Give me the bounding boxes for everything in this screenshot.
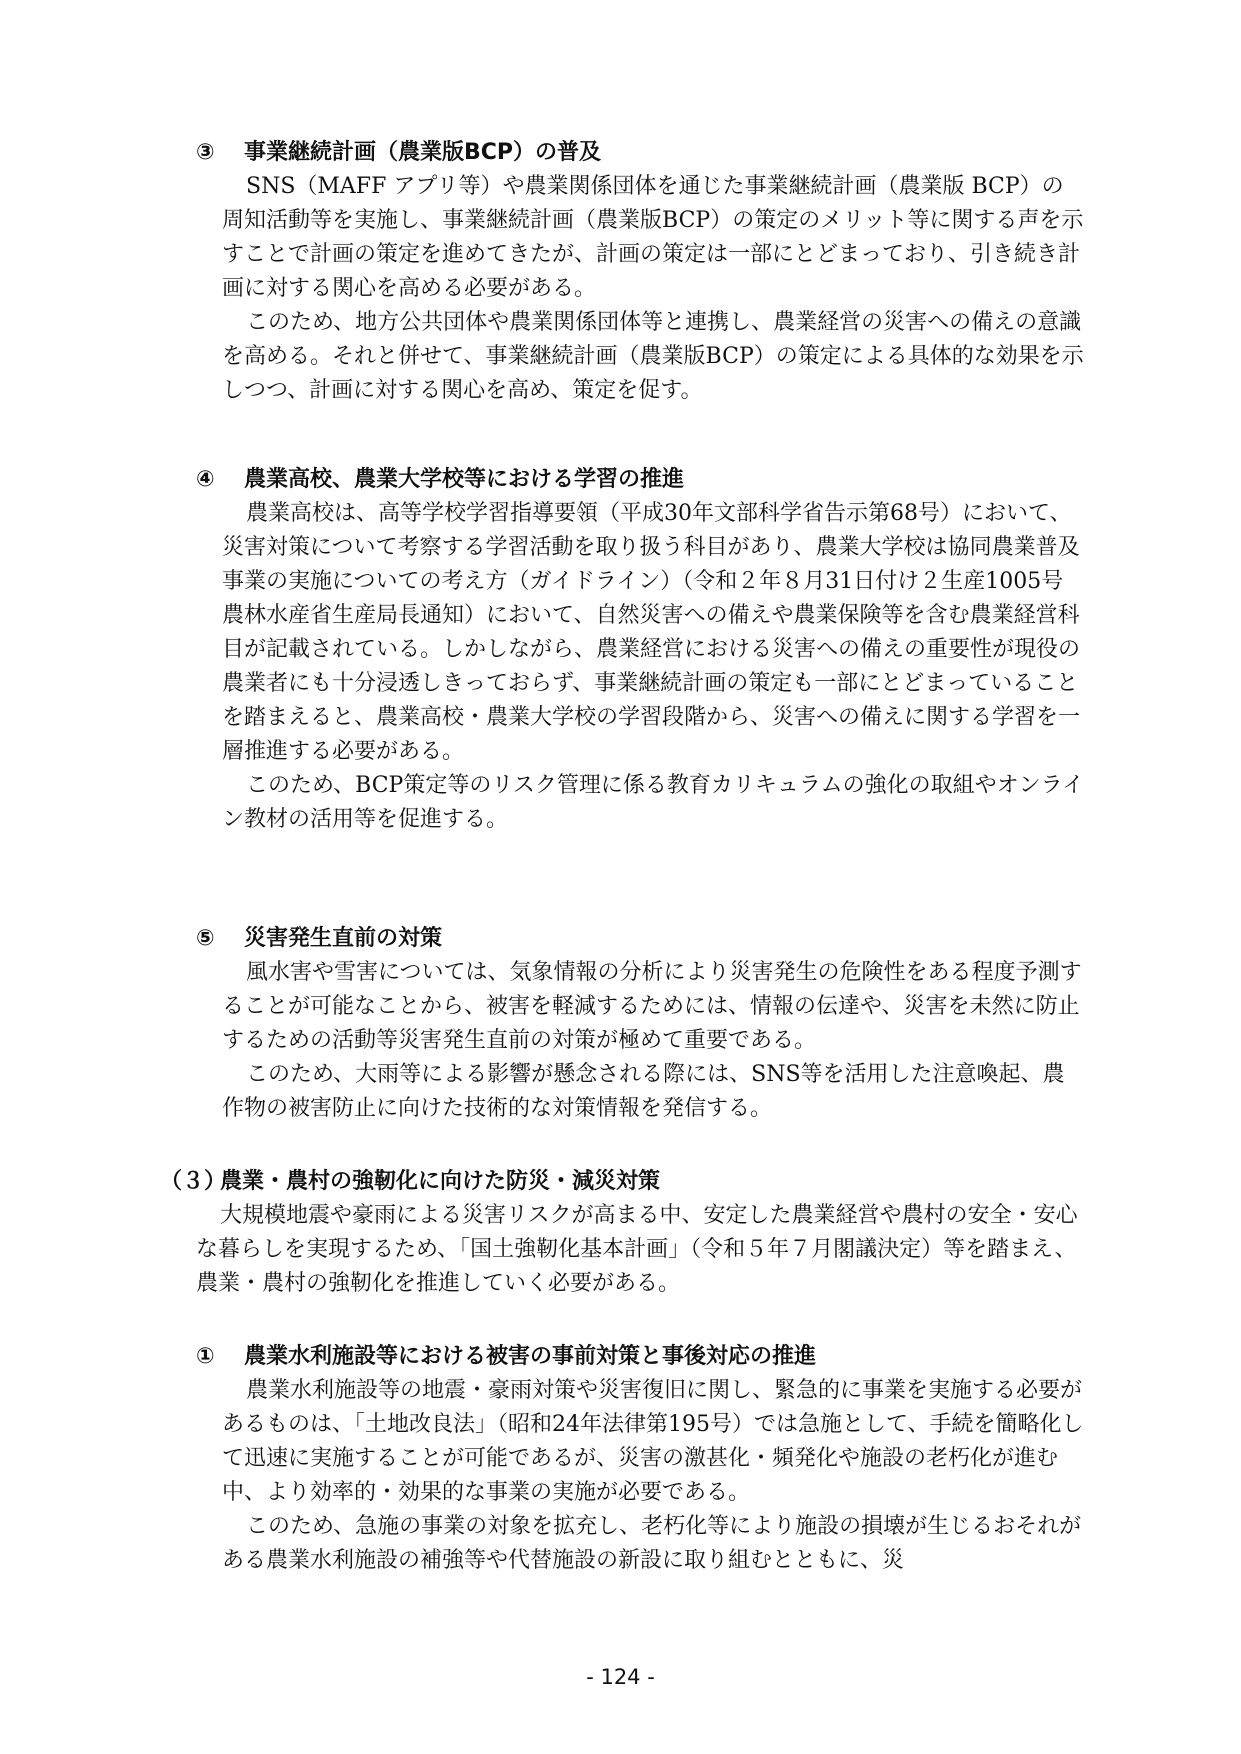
section-body [222, 1374, 1084, 1578]
section-body [196, 1199, 1084, 1301]
section-title: 事業継続計画（農業版BCP）の普及 [244, 140, 602, 165]
section-agri-school [0, 463, 1241, 837]
section-heading [196, 1340, 1241, 1374]
paragraph: このため、BCP策定等のリスク管理に係る教育カリキュラムの強化の取組やオンライン教材の活用等を促進する。 [222, 773, 1085, 832]
paragraph: SNS（MAFF アプリ等）や農業関係団体を通じた事業継続計画（農業版 BCP）の周知活動等を実施し、事業継続計画（農業版BCP）の策定のメリット等に関する声を示すことで計画の策定を進めてきたが、計画の策定は一部にとどまっており、引き続き計画に対する関心を高める必要がある。 [222, 174, 1084, 301]
section-number: ④ [196, 467, 215, 492]
paragraph: 農業高校は、高等学校学習指導要領（平成30年文部科学省告示第68号）において、災害対策について考察する学習活動を取り扱う科目があり、農業大学校は協同農業普及事業の実施についての考え方（ガイドライン）（令和２年８月31日付け２生産1005号農林水産省生産局長通知）において、自然災害への備えや農業保険等を含む農業経営科目が記載されている。しかしながら、農業経営における災害への備えの重要性が現役の農業者にも十分浸透しきっておらず、事業継続計画の策定も一部にとどまっていることを踏まえると、農業高校・農業大学校の学習段階から、災害への備えに関する学習を一層推進する必要がある。 [222, 501, 1081, 764]
paragraph: 風水害や雪害については、気象情報の分析により災害発生の危険性をある程度予測することが可能なことから、被害を軽減するためには、情報の伝達や、災害を未然に防止するための活動等災害発生直前の対策が極めて重要である。 [222, 960, 1082, 1053]
section-body [222, 956, 1084, 1126]
section-title: 農業高校、農業大学校等における学習の推進 [244, 467, 685, 492]
section-number: （３） [160, 1169, 227, 1194]
section-number: ③ [196, 140, 215, 165]
paragraph: このため、地方公共団体や農業関係団体等と連携し、農業経営の災害への備えの意識を高める。それと併せて、事業継続計画（農業版BCP）の策定による具体的な効果を示しつつ、計画に対する関心を高め、策定を促す。 [222, 310, 1084, 403]
section-number: ⑤ [196, 926, 215, 951]
paragraph: このため、急施の事業の対象を拡充し、老朽化等により施設の損壊が生じるおそれがある農業水利施設の補強等や代替施設の新設に取り組むとともに、災 [222, 1514, 1082, 1573]
section-body [222, 170, 1084, 408]
section-bcp [0, 136, 1241, 408]
paragraph: 農業水利施設等の地震・豪雨対策や災害復旧に関し、緊急的に事業を実施する必要があるものは、「土地改良法」（昭和24年法律第195号）では急施として、手続を簡略化して迅速に実施することが可能であるが、災害の激甚化・頻発化や施設の老朽化が進む中、より効率的・効果的な事業の実施が必要である。 [222, 1378, 1084, 1505]
section-pre-disaster [0, 922, 1241, 1126]
section-heading [196, 136, 1241, 170]
paragraph: 大規模地震や豪雨による災害リスクが高まる中、安定した農業経営や農村の安全・安心な暮らしを実現するため、「国土強靭化基本計画」（令和５年７月閣議決定）等を踏まえ、農業・農村の強靭化を推進していく必要がある。 [196, 1203, 1078, 1296]
section-heading [196, 922, 1241, 956]
section-body [222, 497, 1084, 837]
page-number: - 124 - [586, 1665, 655, 1689]
section-title: 農業・農村の強靭化に向けた防災・減災対策 [220, 1169, 661, 1194]
section-irrigation [0, 1340, 1241, 1578]
paragraph: このため、大雨等による影響が懸念される際には、SNS等を活用した注意喚起、農作物の被害防止に向けた技術的な対策情報を発信する。 [222, 1062, 1065, 1121]
section-title: 災害発生直前の対策 [244, 926, 443, 951]
section-number: ① [196, 1344, 215, 1369]
section-heading [196, 463, 1241, 497]
section-heading [160, 1165, 1241, 1199]
section-resilience [0, 1165, 1241, 1301]
section-title: 農業水利施設等における被害の事前対策と事後対応の推進 [244, 1344, 817, 1369]
